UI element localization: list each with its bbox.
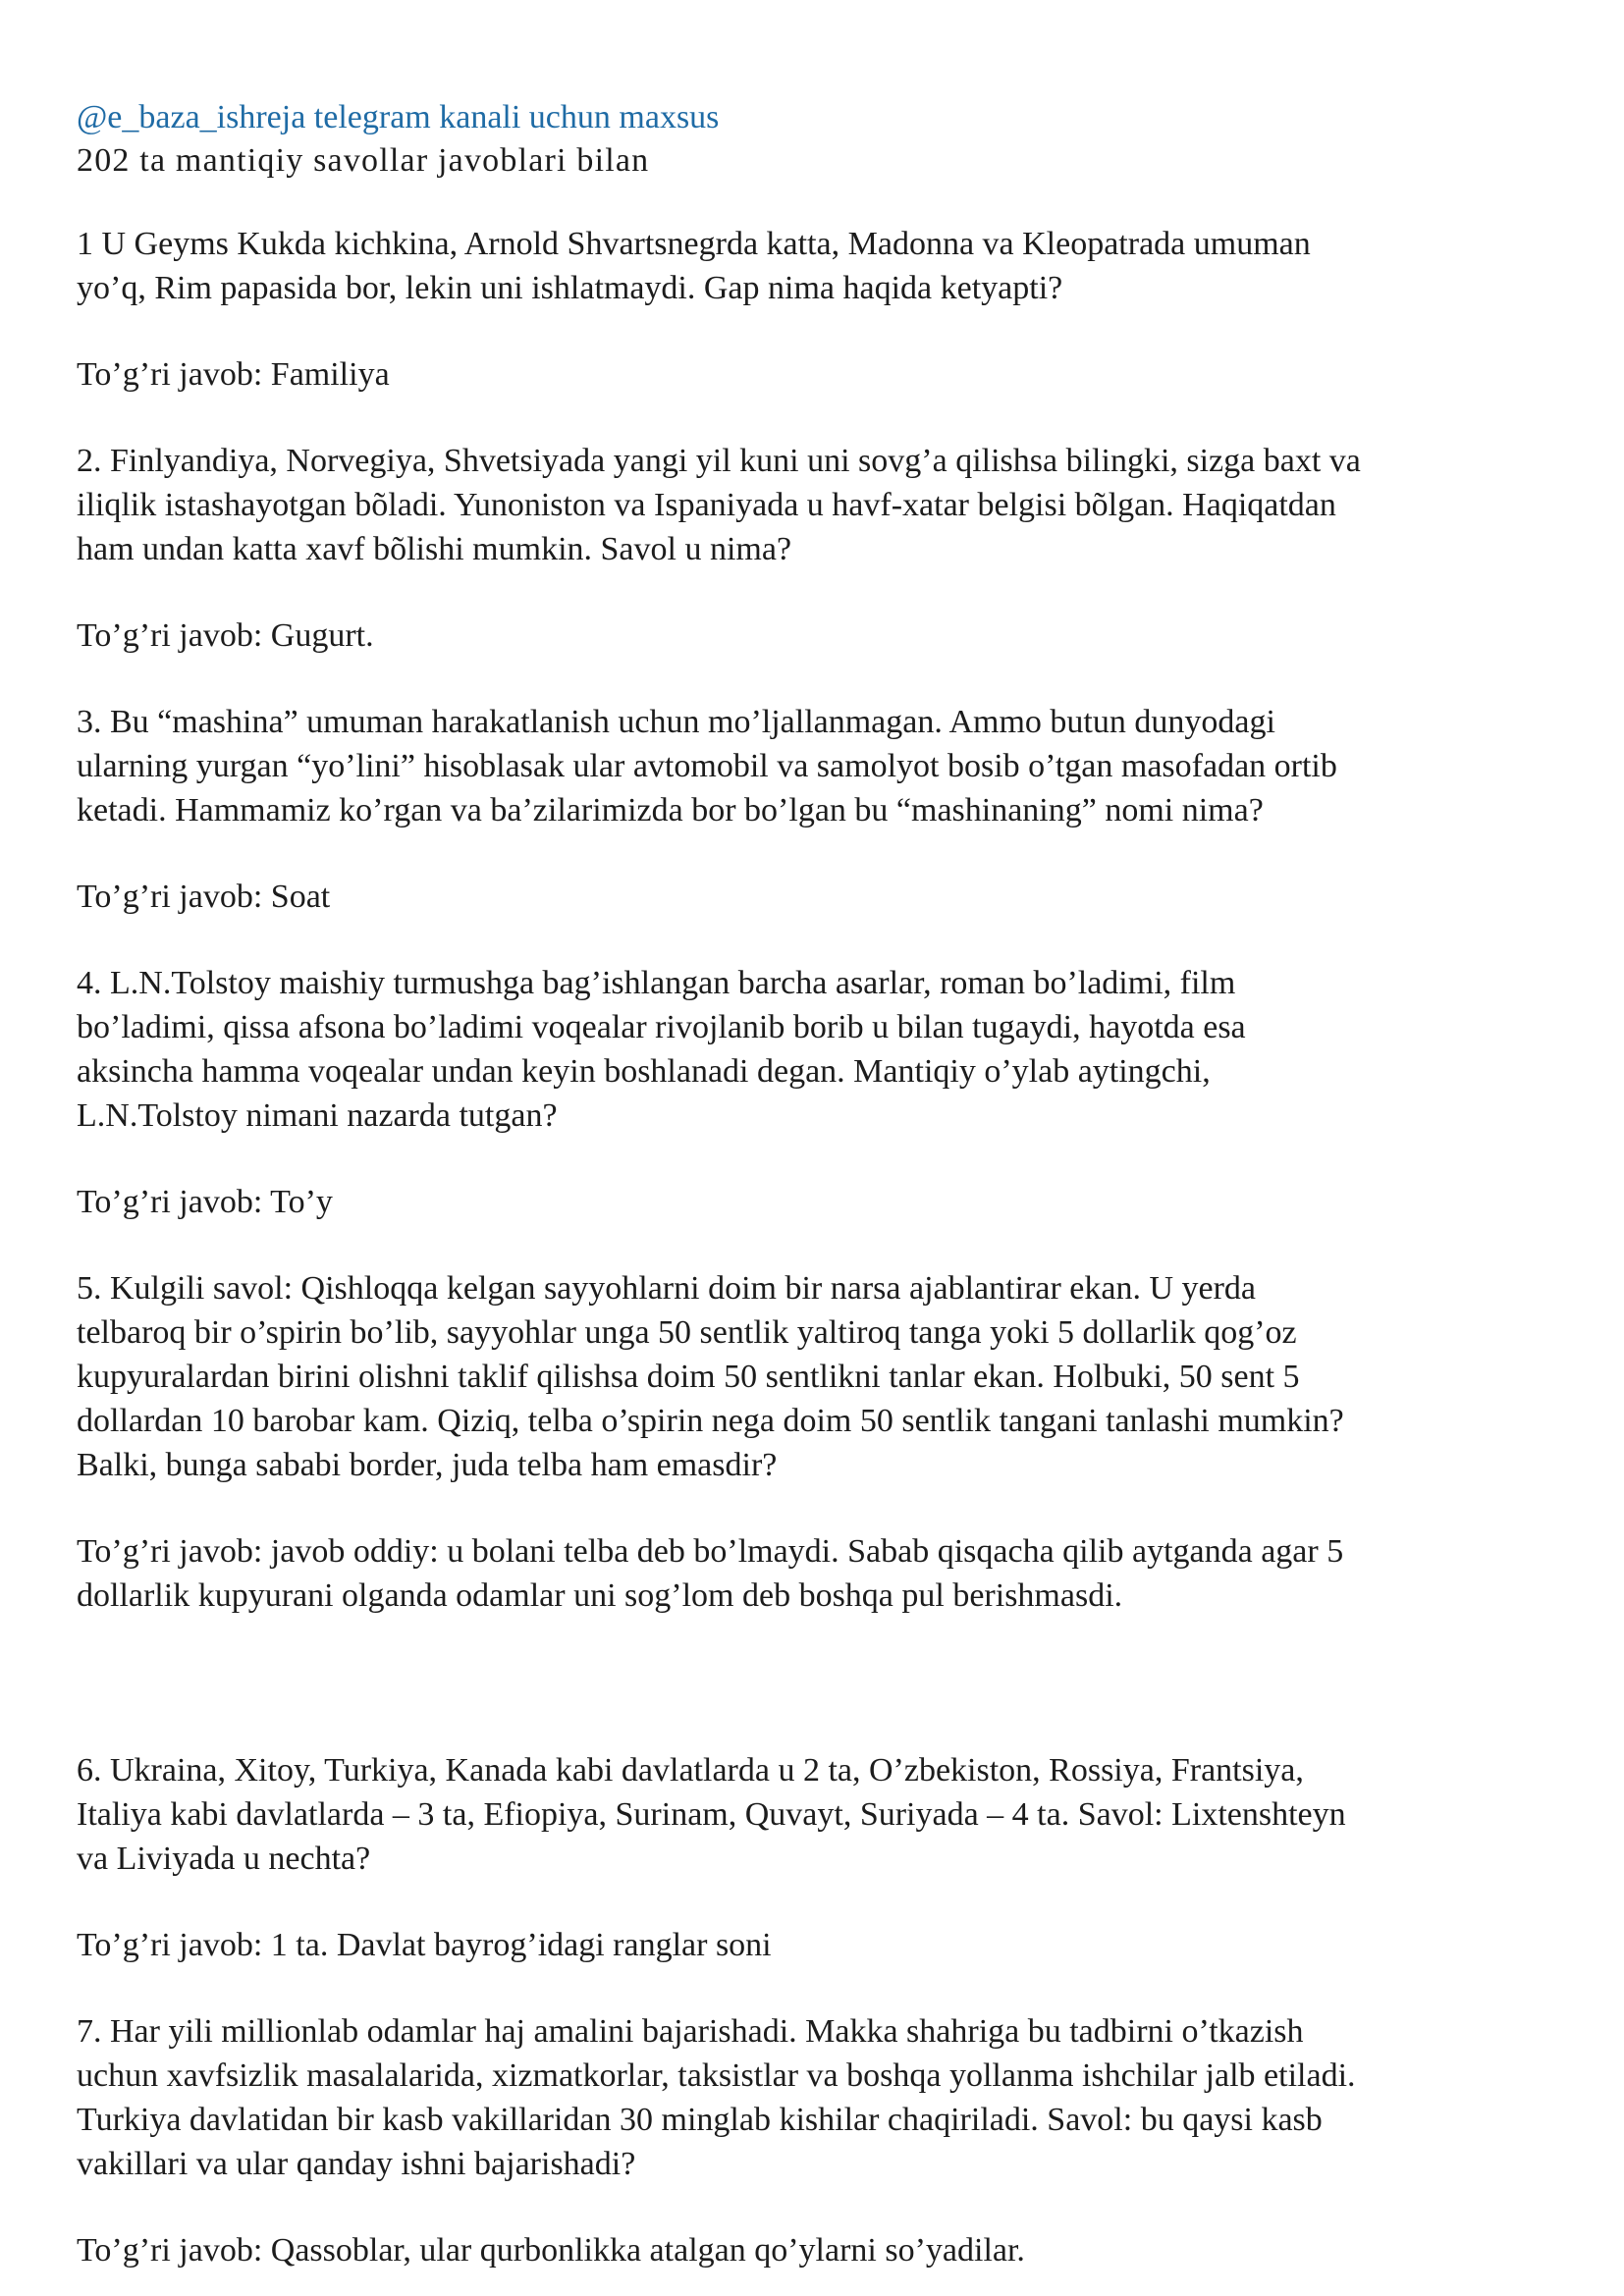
answer-text: To’g’ri javob: Familiya xyxy=(77,356,390,393)
answer-text: To’g’ri javob: 1 ta. Davlat bayrog’idagi ranglar soni xyxy=(77,1927,772,1963)
question-text: 6. Ukraina, Xitoy, Turkiya, Kanada kabi davlatlarda u 2 ta, O’zbekiston, Rossiya, Frantsiya, Italiya kabi davlatlarda – 3 ta, Efiopiya, Surinam, Quvayt, Suriyada – 4 ta. Savol: Lixtenshteyn va Liviyada u nechta? xyxy=(77,1752,1346,1877)
question-item-3 xyxy=(77,700,1569,919)
question-item-2 xyxy=(77,439,1569,658)
question-item-7 xyxy=(77,2009,1569,2272)
question-text: 7. Har yili millionlab odamlar haj amalini bajarishadi. Makka shahriga bu tadbirni o’tkazish uchun xavfsizlik masalalarida, xizmatkorlar, taksistlar va boshqa yollanma ishchilar jalb etiladi. Turkiya davlatidan bir kasb vakillaridan 30 minglab kishilar chaqiriladi. Savol: bu qaysi kasb vakillari va ular qanday ishni bajarishadi? xyxy=(77,2013,1356,2182)
answer-text: To’g’ri javob: javob oddiy: u bolani telba deb bo’lmaydi. Sabab qisqacha qilib aytganda agar 5 dollarlik kupyurani olganda odamlar uni sog’lom deb boshqa pul berishmasdi. xyxy=(77,1533,1344,1614)
answer-text: To’g’ri javob: To’y xyxy=(77,1184,333,1220)
document-page xyxy=(77,96,1569,2272)
question-text: 2. Finlyandiya, Norvegiya, Shvetsiyada yangi yil kuni uni sovg’a qilishsa bilingki, sizga baxt va iliqlik istashayotgan bõladi. Yunoniston va Ispaniyada u havf-xatar belgisi bõlgan. Haqiqatdan ham undan katta xavf bõlishi mumkin. Savol u nima? xyxy=(77,443,1361,567)
question-item-5 xyxy=(77,1266,1569,1618)
question-item-1 xyxy=(77,222,1569,397)
telegram-channel-link[interactable]: @e_baza_ishreja telegram kanali uchun maxsus xyxy=(77,99,720,135)
question-item-4 xyxy=(77,961,1569,1224)
document-subtitle: 202 ta mantiqiy savollar javoblari bilan xyxy=(77,142,650,179)
answer-text: To’g’ri javob: Soat xyxy=(77,879,331,915)
question-text: 3. Bu “mashina” umuman harakatlanish uchun mo’ljallanmagan. Ammo butun dunyodagi ularning yurgan “yo’lini” hisoblasak ular avtomobil va samolyot bosib o’tgan masofadan ortib ketadi. Hammamiz ko’rgan va ba’zilarimizda bor bo’lgan bu “mashinaning” nomi nima? xyxy=(77,704,1337,828)
answer-text: To’g’ri javob: Gugurt. xyxy=(77,617,374,654)
question-text: 4. L.N.Tolstoy maishiy turmushga bag’ishlangan barcha asarlar, roman bo’ladimi, film bo’ladimi, qissa afsona bo’ladimi voqealar rivojlanib borib u bilan tugaydi, hayotda esa aksincha hamma voqealar undan keyin boshlanadi degan. Mantiqiy o’ylab aytingchi, L.N.Tolstoy nimani nazarda tutgan? xyxy=(77,965,1246,1134)
answer-text: To’g’ri javob: Qassoblar, ular qurbonlikka atalgan qo’ylarni so’yadilar. xyxy=(77,2232,1025,2269)
question-text: 1 U Geyms Kukda kichkina, Arnold Shvartsnegrda katta, Madonna va Kleopatrada umuman yo’q, Rim papasida bor, lekin uni ishlatmaydi. Gap nima haqida ketyapti? xyxy=(77,226,1311,306)
question-item-6 xyxy=(77,1748,1569,1967)
question-text: 5. Kulgili savol: Qishloqqa kelgan sayyohlarni doim bir narsa ajablantirar ekan. U yerda telbaroq bir o’spirin bo’lib, sayyohlar unga 50 sentlik yaltiroq tanga yoki 5 dollarlik qog’oz kupyuralardan birini olishni taklif qilishsa doim 50 sentlikni tanlar ekan. Holbuki, 50 sent 5 dollardan 10 barobar kam. Qiziq, telba o’spirin nega doim 50 sentlik tangani tanlashi mumkin? Balki, bunga sababi border, juda telba ham emasdir? xyxy=(77,1270,1344,1483)
